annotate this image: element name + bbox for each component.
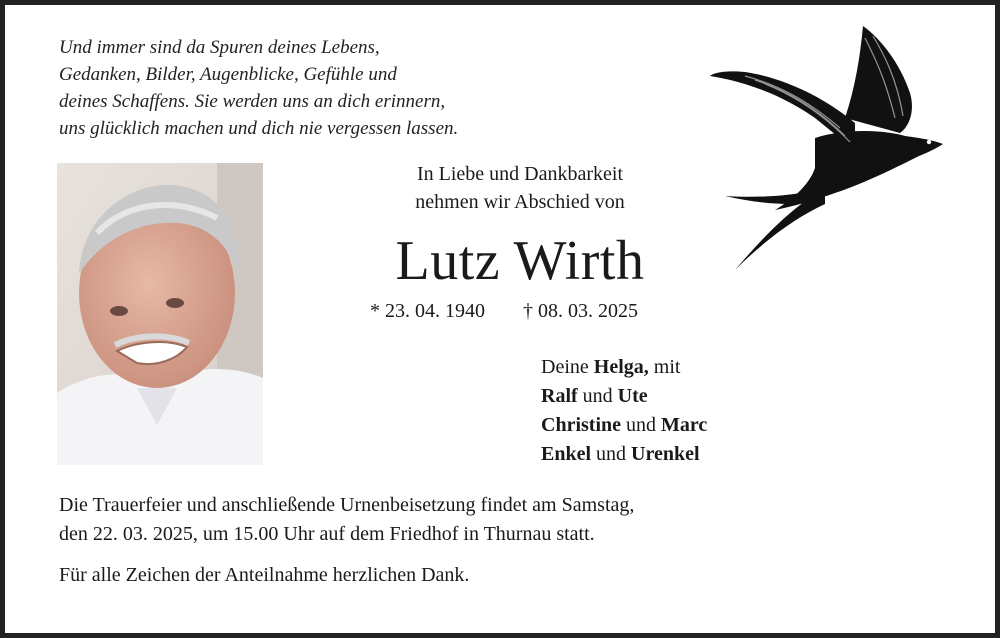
thanks-text: Für alle Zeichen der Anteilnahme herzlichen Dank. [59,564,470,586]
intro-line: nehmen wir Abschied von [415,191,625,213]
family-line [541,382,707,411]
family-signature [541,353,707,469]
family-member: Enkel [541,443,592,465]
family-line [541,353,707,382]
family-line [541,411,707,440]
poem [59,34,458,142]
poem-line: deines Schaffens. Sie werden uns an dich erinnern, [59,91,446,112]
service-line: den 22. 03. 2025, um 15.00 Uhr auf dem Friedhof in Thurnau statt. [59,523,595,545]
family-text: mit [648,356,681,378]
family-member: Christine [541,414,621,436]
life-dates [370,297,638,325]
deceased-name: Lutz Wirth [395,230,645,292]
family-text: und [621,414,661,436]
portrait-photo [57,163,263,465]
family-member: Marc [661,414,708,436]
family-text: und [591,443,632,465]
family-text: Deine [541,356,594,378]
family-line [541,440,707,469]
family-member: Ralf [541,385,578,407]
birth-date: * 23. 04. 1940 [370,300,485,322]
poem-line: Und immer sind da Spuren deines Lebens, [59,37,380,58]
family-member: Helga, [593,356,649,378]
poem-line: uns glücklich machen und dich nie vergessen lassen. [59,118,459,139]
family-member: Urenkel [631,443,700,465]
intro-line: In Liebe und Dankbarkeit [416,163,624,185]
intro-text [360,160,680,216]
family-member: Ute [617,385,648,407]
family-text: und [577,385,618,407]
swallow-icon [705,18,955,278]
poem-line: Gedanken, Bilder, Augenblicke, Gefühle und [59,64,397,85]
death-date: † 08. 03. 2025 [523,300,638,322]
service-info [59,491,634,549]
service-line: Die Trauerfeier und anschließende Urnenbeisetzung findet am Samstag, [59,494,635,516]
